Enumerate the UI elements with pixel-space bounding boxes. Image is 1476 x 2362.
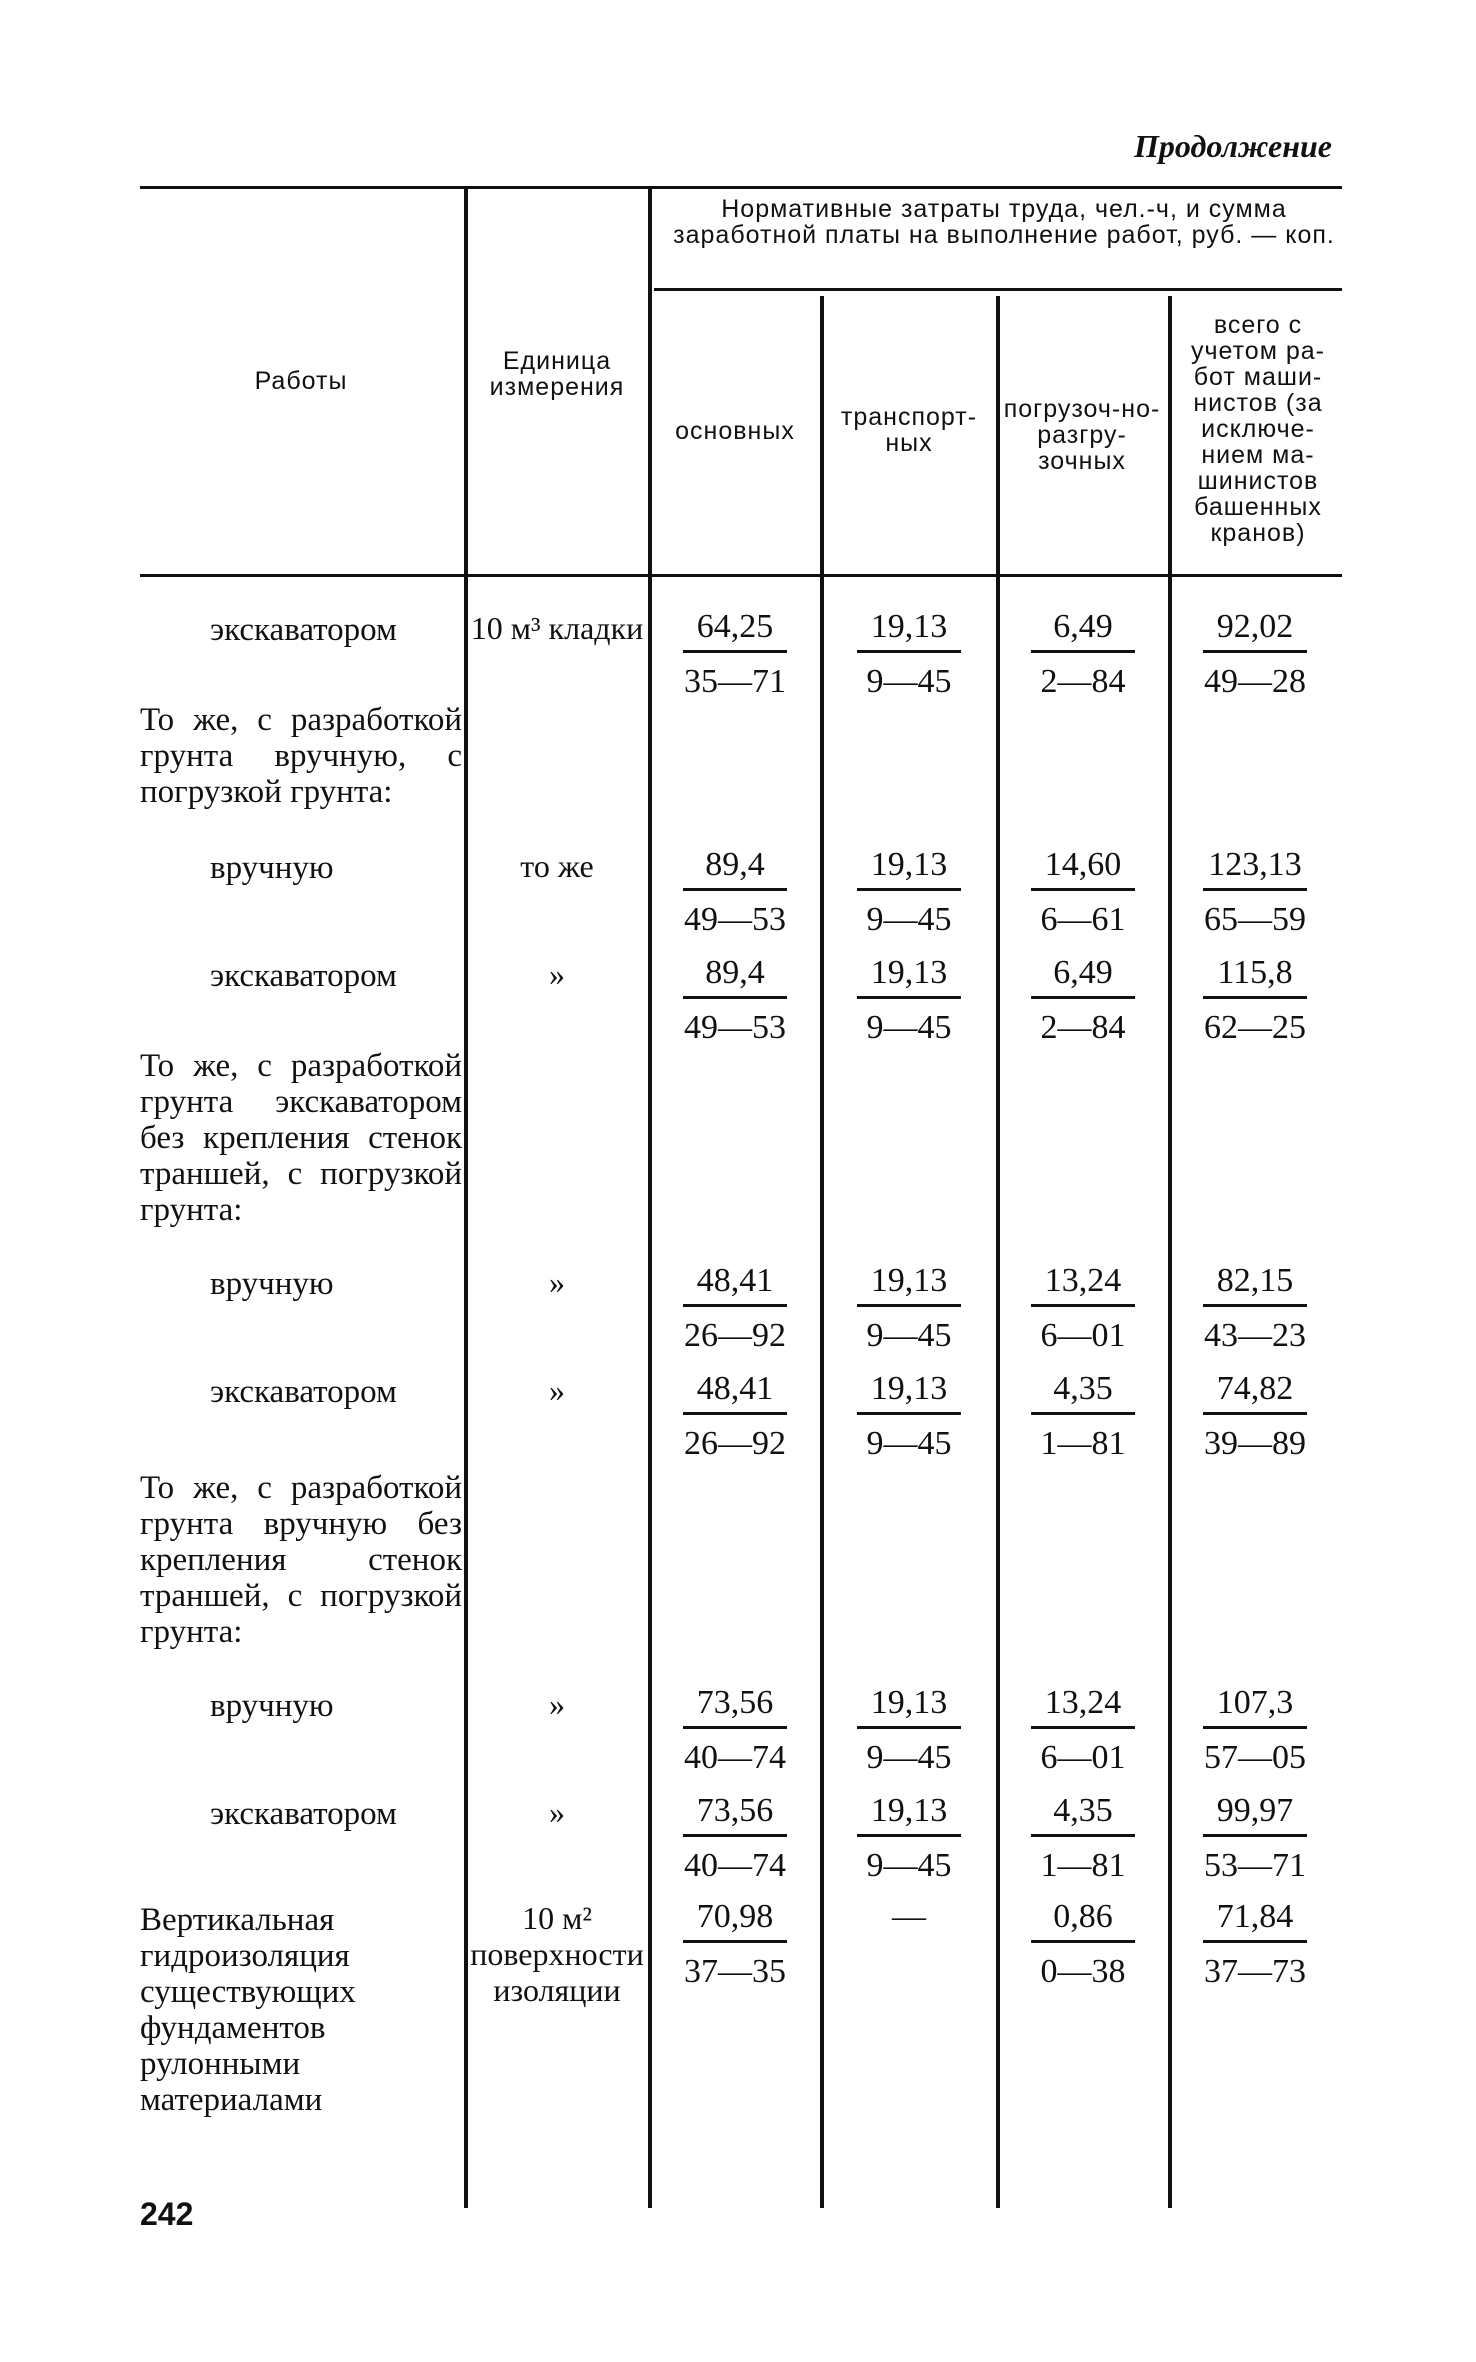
cell-hours: 0,86 [1031, 1898, 1135, 1943]
cell-transport [834, 954, 984, 1047]
continuation-label: Продолжение [1134, 128, 1332, 164]
cell-hours: 48,41 [683, 1370, 787, 1415]
cell-loading [1008, 1262, 1158, 1355]
cell-loading [1008, 1898, 1158, 1991]
header-norm-costs: Нормативные затраты труда, чел.-ч, и сумма заработной платы на выполнение работ, руб. — коп. [673, 195, 1335, 249]
cell-hours: — [892, 1898, 926, 1935]
cell-hours: 6,49 [1031, 954, 1135, 999]
cell-wage: 37—35 [684, 1953, 786, 1990]
cell-total [1180, 1262, 1330, 1355]
cell-transport [834, 1792, 984, 1885]
row-work-group: То же, с разработкой грунта экскаватором без крепления стенок траншей, с погрузкой грунта: [140, 1048, 462, 1228]
cell-wage: 2—84 [1040, 663, 1126, 700]
cell-wage: 65—59 [1204, 901, 1306, 938]
cell-transport [834, 608, 984, 701]
cell-wage: 9—45 [866, 663, 952, 700]
header-main: основных [675, 417, 795, 445]
cell-hours: 4,35 [1031, 1370, 1135, 1415]
cell-main [660, 608, 810, 701]
header-unit: Единица измерения [489, 347, 625, 401]
header-works: Работы [254, 367, 348, 395]
cell-hours: 99,97 [1203, 1792, 1307, 1837]
row-unit: 10 м² поверхности изоляции [470, 1900, 644, 2008]
cell-wage: 40—74 [684, 1847, 786, 1884]
row-unit: » [549, 956, 565, 992]
cell-transport [834, 1262, 984, 1355]
cell-hours: 71,84 [1203, 1898, 1307, 1943]
cell-wage: 9—45 [866, 1009, 952, 1046]
row-unit: » [549, 1686, 565, 1722]
cell-wage: 1—81 [1040, 1847, 1126, 1884]
cell-hours: 19,13 [857, 1792, 961, 1837]
cell-wage: 49—53 [684, 1009, 786, 1046]
cell-total [1180, 1370, 1330, 1463]
cell-wage: 40—74 [684, 1739, 786, 1776]
column-divider-5 [1168, 296, 1172, 2208]
cell-hours: 19,13 [857, 1370, 961, 1415]
cell-transport [834, 1370, 984, 1463]
cell-hours: 4,35 [1031, 1792, 1135, 1837]
cell-hours: 19,13 [857, 954, 961, 999]
cell-wage: 6—61 [1040, 901, 1126, 938]
cell-hours: 19,13 [857, 1262, 961, 1307]
cell-transport [834, 846, 984, 939]
cell-wage: 6—01 [1040, 1739, 1126, 1776]
cell-wage: 26—92 [684, 1317, 786, 1354]
cell-wage: 9—45 [866, 901, 952, 938]
row-work: вручную [210, 1688, 334, 1724]
cell-loading [1008, 1792, 1158, 1885]
row-work-group: То же, с разработкой грунта вручную, с погрузкой грунта: [140, 702, 462, 810]
cell-hours: 92,02 [1203, 608, 1307, 653]
cell-hours: 19,13 [857, 846, 961, 891]
page-number: 242 [140, 2196, 194, 2232]
cell-wage: 1—81 [1040, 1425, 1126, 1462]
cell-wage: 26—92 [684, 1425, 786, 1462]
header-loading: погрузоч-но-разгру-зочных [1003, 395, 1161, 475]
cell-main [660, 1262, 810, 1355]
cell-hours: 74,82 [1203, 1370, 1307, 1415]
cell-loading [1008, 1370, 1158, 1463]
cell-hours: 14,60 [1031, 846, 1135, 891]
column-divider-3 [820, 296, 824, 2208]
cell-wage: 9—45 [866, 1847, 952, 1884]
cell-transport [834, 1898, 984, 1950]
header-bottom-rule [140, 574, 1342, 577]
cell-hours: 123,13 [1203, 846, 1307, 891]
row-unit: то же [520, 848, 594, 884]
cell-hours: 19,13 [857, 1684, 961, 1729]
cell-loading [1008, 954, 1158, 1047]
cell-main [660, 1792, 810, 1885]
row-work: экскаватором [210, 958, 397, 994]
row-work: экскаватором [210, 1374, 397, 1410]
row-work: вручную [210, 1266, 334, 1302]
cell-wage: 53—71 [1204, 1847, 1306, 1884]
cell-hours: 73,56 [683, 1792, 787, 1837]
column-divider-2 [648, 188, 652, 2208]
cell-total [1180, 1684, 1330, 1777]
cell-hours: 89,4 [683, 846, 787, 891]
cell-total [1180, 1898, 1330, 1991]
cell-wage: 6—01 [1040, 1317, 1126, 1354]
row-work: экскаватором [210, 1796, 397, 1832]
cell-hours: 6,49 [1031, 608, 1135, 653]
column-divider-4 [996, 296, 1000, 2208]
cell-main [660, 1370, 810, 1463]
header-group-rule [654, 288, 1342, 291]
cell-total [1180, 1792, 1330, 1885]
row-unit: 10 м³ кладки [470, 610, 644, 646]
cell-total [1180, 954, 1330, 1047]
cell-hours: 64,25 [683, 608, 787, 653]
cell-loading [1008, 1684, 1158, 1777]
cell-total [1180, 846, 1330, 939]
cell-hours: 19,13 [857, 608, 961, 653]
row-unit: » [549, 1264, 565, 1300]
cell-hours: 89,4 [683, 954, 787, 999]
cell-wage: 2—84 [1040, 1009, 1126, 1046]
cell-main [660, 846, 810, 939]
cell-wage: 0—38 [1040, 1953, 1126, 1990]
cell-wage: 62—25 [1204, 1009, 1306, 1046]
cell-hours: 115,8 [1203, 954, 1307, 999]
cell-hours: 13,24 [1031, 1262, 1135, 1307]
cell-wage: 9—45 [866, 1739, 952, 1776]
cell-hours: 82,15 [1203, 1262, 1307, 1307]
cell-hours: 73,56 [683, 1684, 787, 1729]
row-work: вручную [210, 850, 334, 886]
cell-wage: 43—23 [1204, 1317, 1306, 1354]
cell-wage: 57—05 [1204, 1739, 1306, 1776]
cell-hours: 48,41 [683, 1262, 787, 1307]
cell-transport [834, 1684, 984, 1777]
row-unit: » [549, 1794, 565, 1830]
cell-loading [1008, 846, 1158, 939]
cell-main [660, 954, 810, 1047]
cell-total [1180, 608, 1330, 701]
cell-loading [1008, 608, 1158, 701]
table-top-rule [140, 186, 1342, 189]
cell-wage: 9—45 [866, 1425, 952, 1462]
row-work: Вертикальная гидроизоляция существующих фундаментов рулонными материалами [140, 1902, 356, 2118]
cell-wage: 39—89 [1204, 1425, 1306, 1462]
cell-wage: 9—45 [866, 1317, 952, 1354]
header-transport: транспорт-ных [840, 403, 978, 457]
cell-main [660, 1898, 810, 1991]
row-work-group: То же, с разработкой грунта вручную без крепления стенок траншей, с погрузкой грунта: [140, 1470, 462, 1650]
row-unit: » [549, 1372, 565, 1408]
cell-wage: 35—71 [684, 663, 786, 700]
cell-hours: 107,3 [1203, 1684, 1307, 1729]
cell-wage: 49—28 [1204, 663, 1306, 700]
row-work: экскаватором [210, 612, 397, 648]
cell-hours: 70,98 [683, 1898, 787, 1943]
cell-wage: 37—73 [1204, 1953, 1306, 1990]
header-total: всего с учетом ра-бот маши-нистов (за исключе-нием ма-шинистов башенных кранов) [1191, 311, 1325, 547]
cell-main [660, 1684, 810, 1777]
cell-hours: 13,24 [1031, 1684, 1135, 1729]
cell-wage: 49—53 [684, 901, 786, 938]
